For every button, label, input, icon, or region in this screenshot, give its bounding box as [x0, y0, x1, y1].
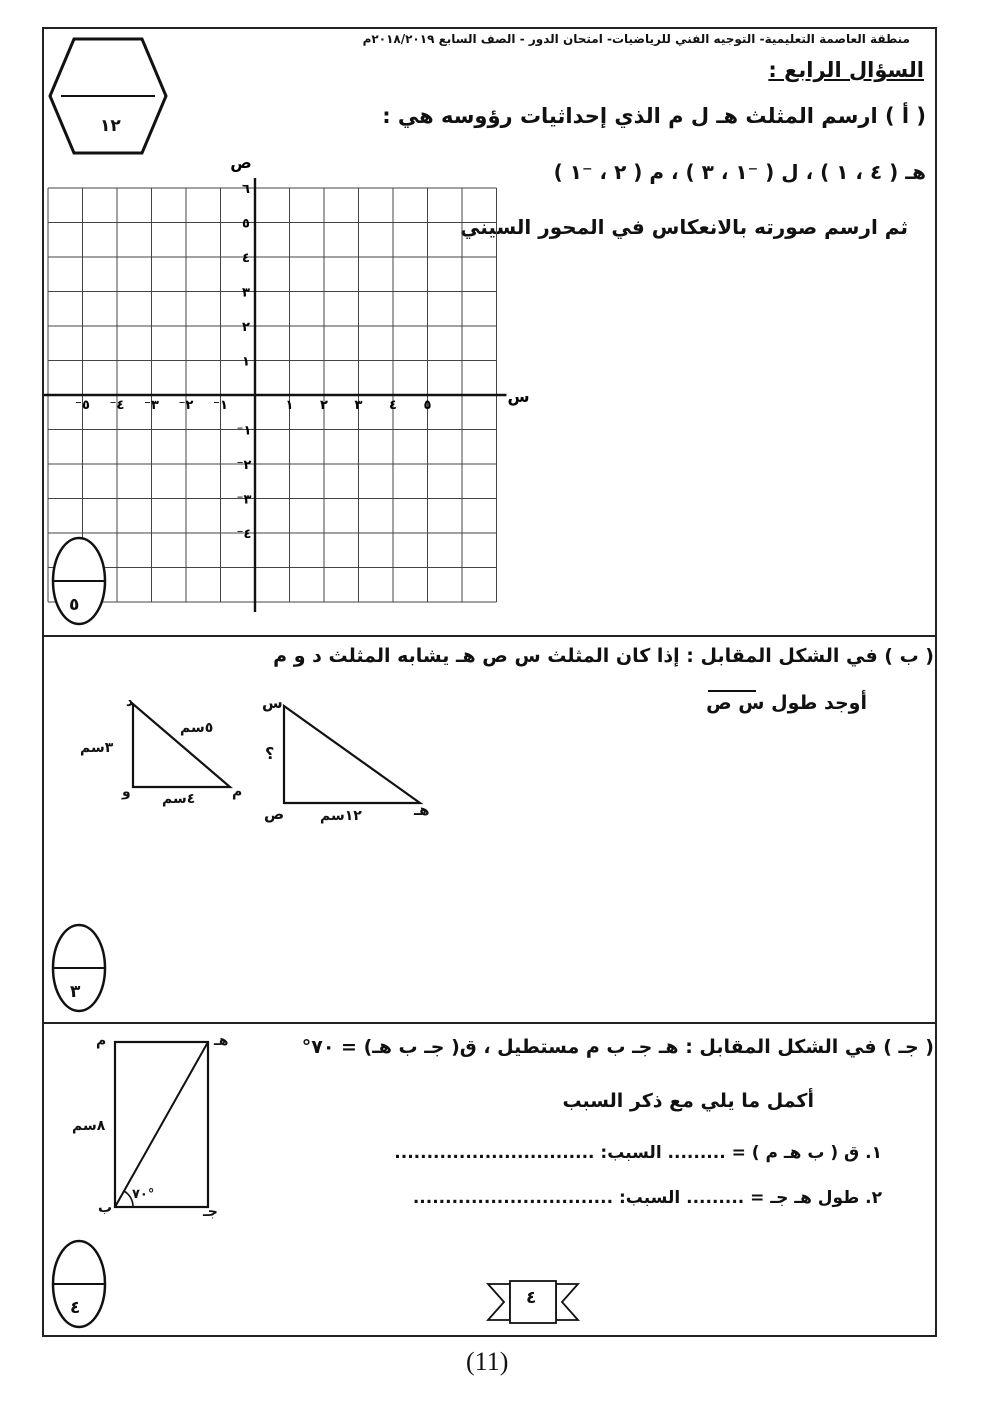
big-triangle-vertex-sad: ص	[264, 805, 285, 823]
total-marks-hexagon	[46, 36, 170, 160]
rect-angle-70: ٧٠°	[132, 1187, 155, 1202]
small-triangle-side-4cm: ٤سم	[162, 791, 196, 807]
x-tick-label: ⁻٢	[178, 398, 194, 413]
segment-overline	[708, 690, 756, 692]
section-divider-a-b	[42, 635, 937, 637]
small-triangle-side-3cm: ٣سم	[80, 740, 114, 756]
part-c-instruction: أكمل ما يلي مع ذكر السبب	[562, 1090, 814, 1112]
rect-vertex-h: هـ	[214, 1033, 229, 1049]
x-tick-label: ⁻٥	[75, 398, 90, 413]
page-number: (11)	[466, 1347, 509, 1376]
x-tick-label: ٤	[389, 398, 397, 413]
y-axis-label: ص	[230, 153, 252, 172]
part-c-marks-value: ٤	[70, 1298, 81, 1318]
x-tick-label: ⁻١	[213, 398, 228, 413]
small-triangle-side-5cm: ٥سم	[180, 720, 214, 736]
coordinate-grid[interactable]	[40, 150, 530, 570]
big-triangle-side-12cm: ١٢سم	[320, 808, 362, 824]
y-tick-label: ⁻٤	[236, 527, 252, 542]
y-tick-label: ⁻١	[236, 423, 252, 439]
big-triangle-side-unknown: ؟	[265, 744, 275, 763]
x-tick-label: ٢	[320, 398, 328, 413]
rect-side-8cm: ٨سم	[72, 1118, 106, 1134]
part-c-prompt: ( جـ ) في الشكل المقابل : هـ جـ ب م مستطيل ، ق( جـ ب هـ) = ٧٠°	[301, 1036, 934, 1058]
rect-vertex-b: ب	[98, 1200, 113, 1216]
y-tick-label: ⁻٣	[236, 492, 252, 508]
rect-vertex-j: جـ	[203, 1204, 218, 1220]
x-axis-label: س	[507, 387, 530, 406]
part-b-task: أوجد طول س ص	[706, 692, 867, 714]
x-tick-label: ١	[285, 398, 294, 413]
part-b-prompt: ( ب ) في الشكل المقابل : إذا كان المثلث س ص هـ يشابه المثلث د و م	[273, 645, 934, 667]
section-divider-b-c	[42, 1022, 937, 1024]
y-tick-label: ٢	[242, 320, 250, 335]
part-a-marks-value: ٥	[69, 595, 80, 615]
y-tick-label: ١	[242, 354, 250, 370]
small-triangle-vertex-d: د	[126, 694, 134, 710]
y-tick-label: ٣	[242, 285, 250, 301]
x-tick-label: ٥	[423, 398, 432, 413]
part-a-coordinates: هـ ( ٤ ، ١ ) ، ل ( ⁻١ ، ٣ ) ، م ( ٢ ، ⁻١ )	[553, 160, 926, 184]
y-tick-label: ٦	[242, 182, 250, 197]
y-tick-label: ٤	[242, 251, 250, 266]
x-tick-label: ⁻٤	[109, 398, 125, 413]
question-title: السؤال الرابع :	[768, 58, 924, 82]
part-a-prompt: ( أ ) ارسم المثلث هـ ل م الذي إحداثيات رؤوسه هي :	[382, 104, 926, 128]
exam-header-line: منطقة العاصمة التعليمية- التوجيه الفني للرياضيات- امتحان الدور - الصف السابع ٢٠١٨/٢٠١٩م	[362, 32, 910, 46]
part-c-item-1[interactable]: ١. ق ( ب هـ م ) = ......... السبب: ...............................	[394, 1143, 882, 1163]
big-triangle-vertex-s: س	[262, 694, 283, 712]
y-tick-label: ٥	[242, 216, 250, 232]
sheet-number: ٤	[526, 1288, 537, 1308]
rectangle-figure	[100, 1030, 240, 1220]
small-triangle-vertex-m: م	[232, 784, 243, 800]
x-tick-label: ⁻٣	[144, 398, 159, 413]
big-triangle-vertex-h: هـ	[414, 801, 430, 819]
part-c-item-2[interactable]: ٢. طول هـ جـ = ......... السبب: ...............................	[412, 1188, 882, 1208]
small-triangle-vertex-w: و	[122, 784, 131, 800]
rect-vertex-m: م	[96, 1033, 107, 1049]
part-a-instruction: ثم ارسم صورته بالانعكاس في المحور السيني	[459, 215, 908, 239]
part-b-marks-value: ٣	[70, 982, 81, 1002]
total-marks-value: ١٢	[100, 116, 121, 136]
y-tick-label: ⁻٢	[236, 458, 252, 473]
x-tick-label: ٣	[354, 398, 363, 413]
